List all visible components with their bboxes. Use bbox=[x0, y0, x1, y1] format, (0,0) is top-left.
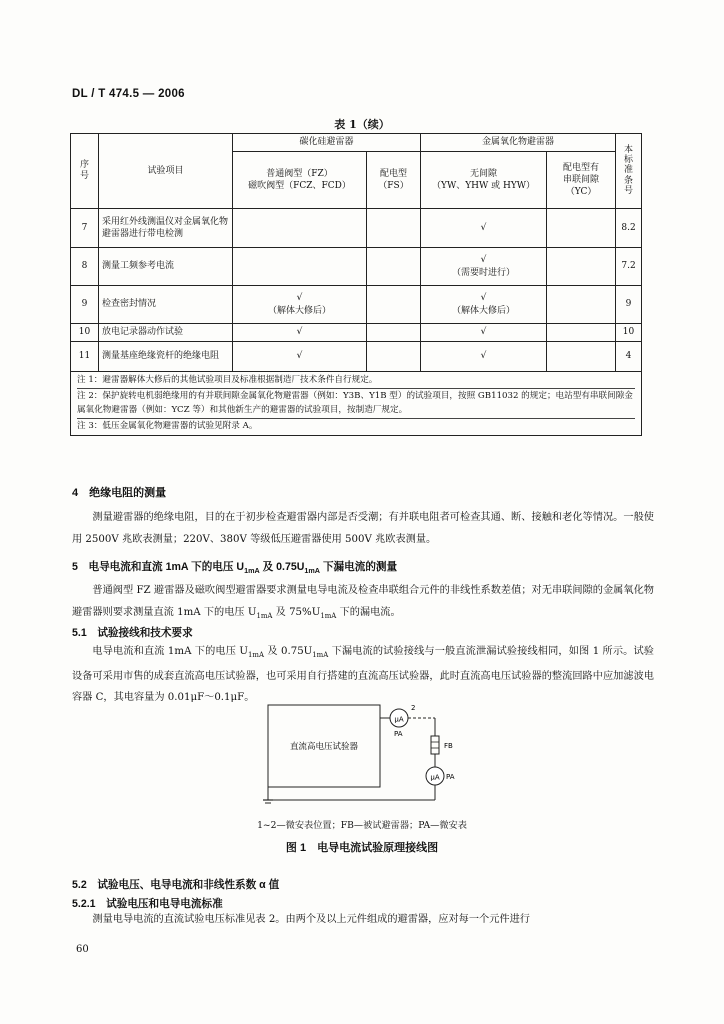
table-row: 10 放电记录器动作试验 √ √ 10 bbox=[71, 324, 642, 342]
table-notes bbox=[71, 372, 642, 436]
table-header-row-1 bbox=[71, 134, 642, 152]
header-clause: 本标准条号 bbox=[616, 134, 642, 209]
row-9-gapless: √ （解体大修后） bbox=[421, 286, 547, 324]
header-gapless: 无间隙 （YW、YHW 或 HYW） bbox=[421, 152, 547, 209]
row-8-gapless: √ （需要时进行） bbox=[421, 248, 547, 286]
header-fz: 普通阀型（FZ） 磁吹阀型（FCZ、FCD） bbox=[233, 152, 367, 209]
standard-code: DL / T 474.5 — 2006 bbox=[72, 88, 185, 100]
section-4-body: 测量避雷器的绝缘电阻，目的在于初步检查避雷器内部是否受潮；有并联电阻者可检查其通、断、接触和老化等情况。一般使用 2500V 兆欧表测量；220V、380V 等级低压避雷器使用 500V 兆欧表测量。 bbox=[72, 512, 654, 545]
table-row: 7 采用红外线测温仪对金属氧化物避雷器进行带电检测 √ 8.2 bbox=[71, 209, 642, 248]
header-yc: 配电型有 串联间隙 （YC） bbox=[547, 152, 616, 209]
pa-label-2: PA bbox=[446, 773, 455, 781]
table-note-1: 注 1：避雷器解体大修后的其他试验项目及标准根据制造厂技术条件自行规定。 bbox=[77, 375, 378, 385]
page-number: 60 bbox=[76, 944, 89, 955]
header-seq: 序号 bbox=[71, 134, 99, 209]
section-5-2-1-body: 测量电导电流的直流试验电压标准见表 2。由两个及以上元件组成的避雷器，应对每一个元件进行 bbox=[92, 914, 530, 925]
table-row: 11 测量基座绝缘瓷杆的绝缘电阻 √ √ 4 bbox=[71, 342, 642, 372]
wiring-diagram bbox=[250, 696, 530, 814]
header-mox-group: 金属氧化物避雷器 bbox=[421, 134, 616, 152]
table-note-2: 注 2：保护旋转电机弱绝缘用的有并联间隙金属氧化物避雷器（例如：Y3B、Y1B 型）的试验项目，按照 GB11032 的规定；电站型有串联间隙金属氧化物避雷器（例如：YCZ 等）和其他新生产的避雷器的试验项目，按制造厂规定。 bbox=[77, 388, 635, 417]
pa-label-1: PA bbox=[394, 730, 403, 738]
figure-legend: 1~2—微安表位置；FB—被试避雷器；PA—微安表 bbox=[257, 820, 467, 831]
position-label: 2 bbox=[411, 704, 416, 712]
section-5-body: 普通阀型 FZ 避雷器及磁吹阀型避雷器要求测量电导电流及检查串联组合元件的非线性系数差值；对无串联间隙的金属氧化物避雷器则要求测量直流 1mA 下的电压 $U_{1mA}$ 及 $75\%U_{1mA}$ 下的漏电流。 bbox=[72, 585, 654, 621]
svg-text:μA: μA bbox=[394, 715, 404, 724]
table-note-3: 注 3：低压金属氧化物避雷器的试验见附录 A。 bbox=[77, 418, 635, 433]
table-row: 9 检查密封情况 √ （解体大修后） √ （解体大修后） 9 bbox=[71, 286, 642, 324]
svg-text:μA: μA bbox=[430, 773, 440, 782]
test-items-table bbox=[70, 133, 642, 436]
header-fs: 配电型 （FS） bbox=[367, 152, 421, 209]
arrester-under-test bbox=[431, 736, 439, 754]
table-row: 8 测量工频参考电流 √ （需要时进行） 7.2 bbox=[71, 248, 642, 286]
header-sic-group: 碳化硅避雷器 bbox=[233, 134, 421, 152]
table-notes-row bbox=[71, 372, 642, 436]
section-5-2-1-heading: 5.2.1 试验电压和电导电流标准 bbox=[72, 898, 223, 910]
section-5-1-heading: 5.1 试验接线和技术要求 bbox=[72, 627, 193, 639]
section-5-1-body: 电导电流和直流 1mA 下的电压 $U_{1mA}$ 及 $0.75U_{1mA}$ 下漏电流的试验接线与一般直流泄漏试验接线相同，如图 1 所示。试验设备可采用市售的成套直流高电压试验器，也可采用自行搭建的直流高压试验器，此时直流高电压试验器的整流回路中应加滤波电容器 C，其电容量为 0.01μF～0.1μF。 bbox=[72, 646, 654, 704]
section-4-heading: 4 绝缘电阻的测量 bbox=[72, 487, 167, 499]
section-5-2-heading: 5.2 试验电压、电导电流和非线性系数 α 值 bbox=[72, 879, 280, 891]
figure-caption: 图 1 电导电流试验原理接线图 bbox=[285, 842, 439, 854]
fb-label: FB bbox=[444, 742, 453, 750]
section-5-heading: 5 电导电流和直流 1mA 下的电压 $U_{1mA}$ 及 $0.75U_{1mA}$ 下漏电流的测量 bbox=[72, 561, 398, 576]
row-9-fz: √ （解体大修后） bbox=[233, 286, 367, 324]
table-title: 表 1（续） bbox=[334, 118, 390, 131]
dc-hv-tester-label: 直流高电压试验器 bbox=[289, 742, 359, 752]
header-item: 试验项目 bbox=[99, 134, 233, 209]
